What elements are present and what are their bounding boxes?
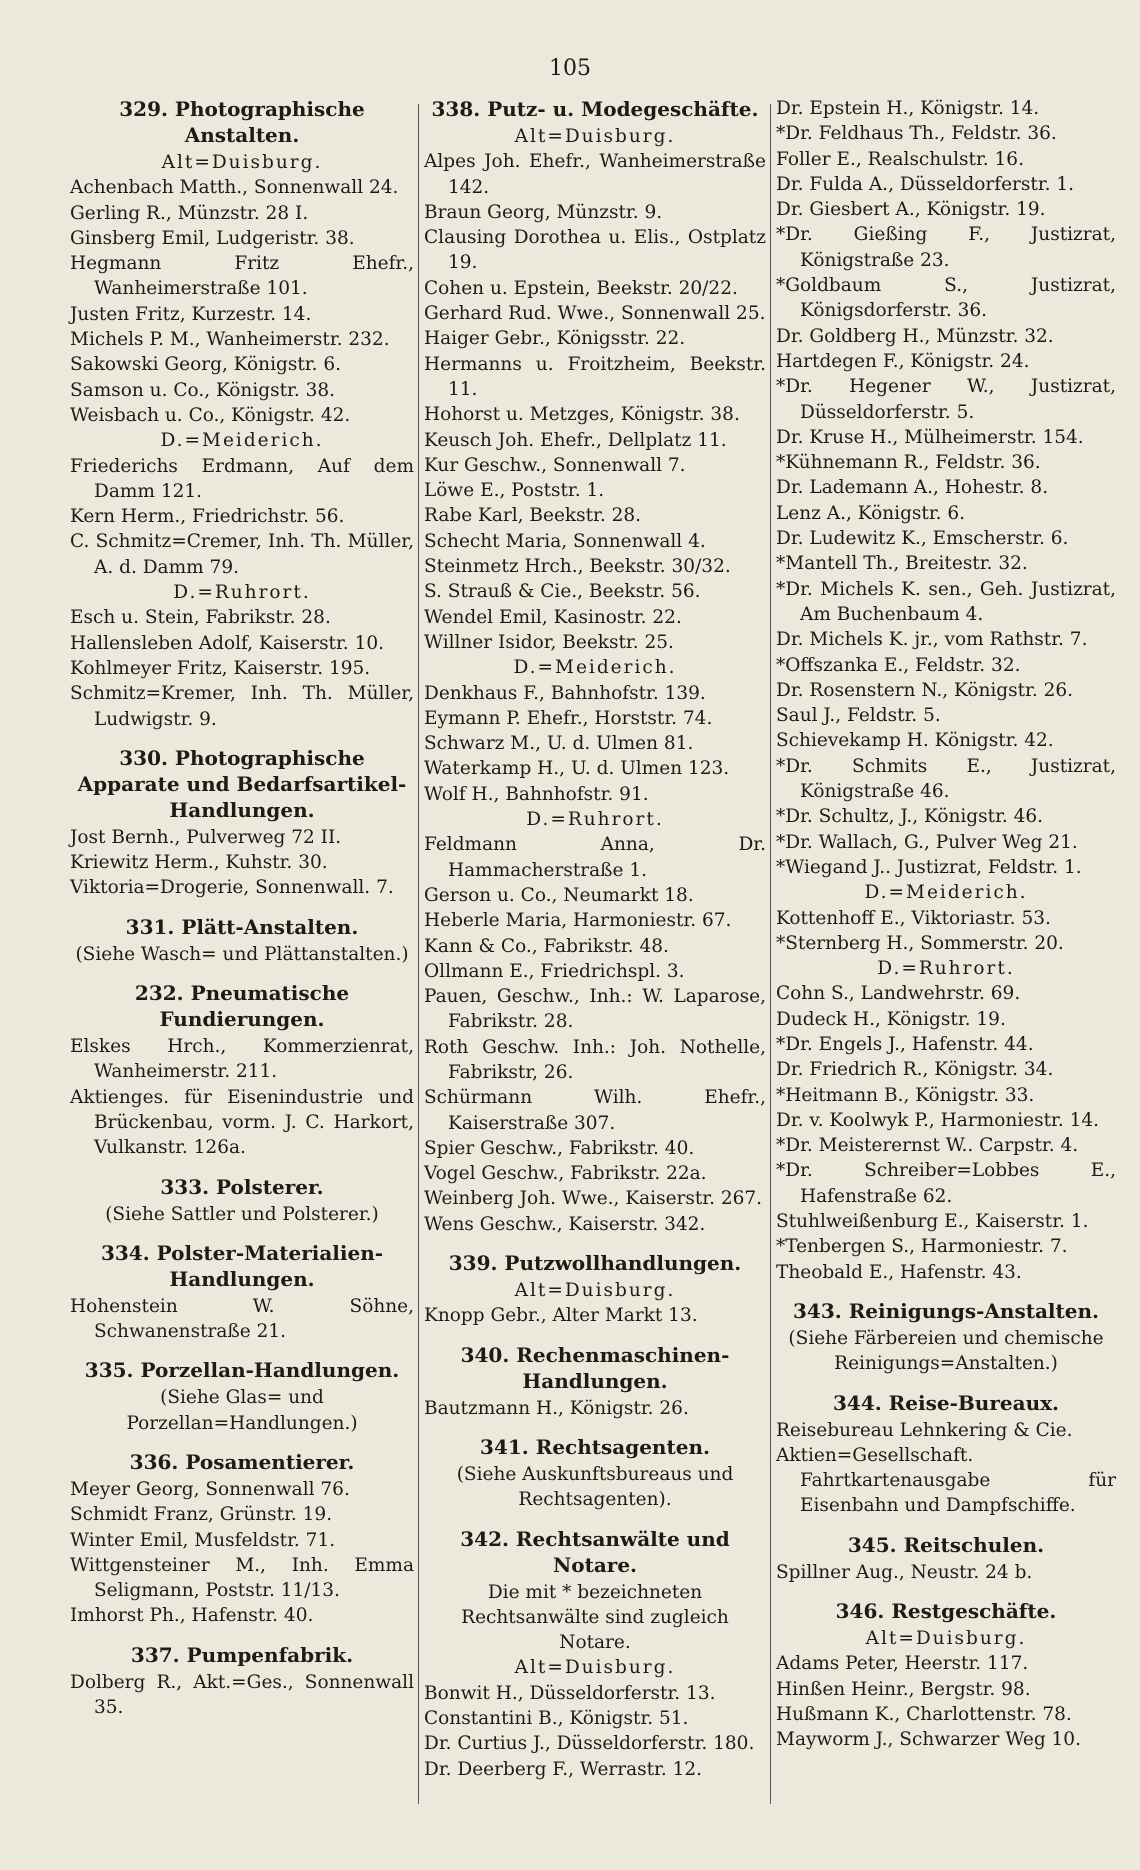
section-title: 334. Polster-Materialien-Handlungen. [100,1240,384,1291]
directory-entry: *Dr. Wallach, G., Pulver Weg 21. [776,831,1078,853]
directory-entry: Keusch Joh. Ehefr., Dellplatz 11. [424,429,727,451]
directory-entry: Winter Emil, Musfeldstr. 71. [70,1529,336,1551]
directory-entry: Dr. Michels K. jr., vom Rathstr. 7. [776,629,1088,651]
directory-entry: Dr. Rosenstern N., Königstr. 26. [776,679,1074,701]
cross-reference-note: Die mit * bezeichneten Rechtsanwälte sind zugleich Notare. [461,1581,729,1654]
directory-section [776,1598,1116,1752]
directory-entry: Bonwit H., Düsseldorferstr. 13. [424,1682,716,1704]
directory-section [70,1357,414,1436]
location-heading: Alt=Duisburg. [514,126,676,147]
directory-entry: Hinßen Heinr., Bergstr. 98. [776,1678,1031,1700]
directory-entry: Braun Georg, Münzstr. 9. [424,201,663,223]
section-title: 335. Porzellan-Handlungen. [84,1358,400,1383]
directory-entry: *Dr. Michels K. sen., Geh. Justizrat, Am Buchenbaum 4. [776,578,1116,625]
section-title: 343. Reinigungs-Anstalten. [793,1298,1099,1323]
directory-entry: Theobald E., Hafenstr. 43. [776,1261,1022,1283]
directory-entry: Vogel Geschw., Fabrikstr. 22a. [424,1163,707,1185]
directory-section [70,1174,414,1227]
directory-entry: *Offszanka E., Feldstr. 32. [776,654,1021,676]
directory-entry: *Sternberg H., Sommerstr. 20. [776,932,1064,954]
directory-entry: Schmitz=Kremer, Inh. Th. Müller, Ludwigstr. 9. [70,683,414,730]
directory-section [70,745,414,901]
directory-entry: Dolberg R., Akt.=Ges., Sonnenwall 35. [70,1671,414,1719]
directory-entry: Hohorst u. Metzges, Königstr. 38. [424,404,740,426]
column-divider [770,104,771,1804]
directory-entry: Pauen, Geschw., Inh.: W. Laparose, Fabrikstr. 28. [424,986,766,1033]
directory-entry: Esch u. Stein, Fabrikstr. 28. [70,607,331,629]
directory-section [776,96,1116,1285]
section-title: 340. Rechenmaschinen-Handlungen. [460,1342,730,1393]
section-title: 342. Rechtsanwälte und Notare. [460,1526,730,1577]
directory-entry: Justen Fritz, Kurzestr. 14. [70,303,312,325]
directory-entry: *Dr. Schmits E., Justizrat, Königstraße 46. [776,755,1116,803]
directory-entry: *Dr. Schultz, J., Königstr. 46. [776,806,1044,828]
directory-entry: Wendel Emil, Kasinostr. 22. [424,606,682,628]
directory-entry: Hohenstein W. Söhne, Schwanenstraße 21. [70,1295,414,1343]
directory-entry: Sakowski Georg, Königstr. 6. [70,354,341,376]
directory-section [70,914,414,967]
directory-entry: Reisebureau Lehnkering & Cie. [776,1419,1073,1441]
directory-entry: Schwarz M., U. d. Ulmen 81. [424,733,694,755]
directory-entry: Denkhaus F., Bahnhofstr. 139. [424,682,706,704]
location-heading: Alt=Duisburg. [161,152,323,173]
directory-entry: Stuhlweißenburg E., Kaiserstr. 1. [776,1211,1089,1233]
section-title: 329. Photographische Anstalten. [119,97,365,147]
location-heading: D.=Meiderich. [160,430,324,452]
directory-entry: Gerhard Rud. Wwe., Sonnenwall 25. [424,303,766,325]
directory-entry: Dr. Goldberg H., Münzstr. 32. [776,325,1054,347]
directory-entry: C. Schmitz=Cremer, Inh. Th. Müller, A. d. Damm 79. [70,531,414,578]
location-heading: D.=Ruhrort. [173,582,311,604]
section-title: 344. Reise-Bureaux. [833,1390,1059,1415]
directory-entry: Dr. Ludewitz K., Emscherstr. 6. [776,528,1069,550]
directory-entry: *Goldbaum S., Justizrat, Königsdorferstr. 36. [776,275,1116,322]
directory-entry: Wens Geschw., Kaiserstr. 342. [424,1213,706,1235]
directory-entry: Foller E., Realschulstr. 16. [776,148,1024,170]
directory-entry: Dr. Friedrich R., Königstr. 34. [776,1059,1054,1081]
directory-entry: *Dr. Meisterernst W.. Carpstr. 4. [776,1135,1079,1157]
directory-section [776,1532,1116,1585]
directory-entry: Dr. Curtius J., Düsseldorferstr. 180. [424,1733,755,1755]
directory-entry: *Dr. Hegener W., Justizrat, Düsseldorferstr. 5. [776,376,1116,423]
directory-entry: Schecht Maria, Sonnenwall 4. [424,530,706,552]
directory-entry: Kohlmeyer Fritz, Kaiserstr. 195. [70,657,371,679]
directory-entry: Willner Isidor, Beekstr. 25. [424,631,674,653]
cross-reference-note: (Siehe Auskunftsbureaus und Rechtsagenten). [456,1463,734,1511]
directory-entry: Cohn S., Landwehrstr. 69. [776,983,1021,1005]
directory-entry: Saul J., Feldstr. 5. [776,705,941,727]
column-divider [418,104,419,1804]
directory-entry: Gerling R., Münzstr. 28 I. [70,202,309,224]
directory-entry: Hallensleben Adolf, Kaiserstr. 10. [70,632,384,654]
directory-entry: Spier Geschw., Fabrikstr. 40. [424,1137,695,1159]
directory-entry: Wolf H., Bahnhofstr. 91. [424,783,649,805]
directory-entry: Gerson u. Co., Neumarkt 18. [424,884,694,906]
column-2 [424,96,766,1782]
column-3 [776,96,1116,1753]
section-title: 330. Photographische Apparate und Bedarfsartikel-Handlungen. [77,745,407,822]
directory-entry: Kern Herm., Friedrichstr. 56. [70,506,345,528]
section-title: 346. Restgeschäfte. [835,1599,1057,1624]
directory-entry: Dr. Lademann A., Hohestr. 8. [776,477,1049,499]
location-heading: Alt=Duisburg. [514,1657,676,1679]
directory-entry: *Heitmann B., Königstr. 33. [776,1084,1035,1106]
directory-entry: *Wiegand J.. Justizrat, Feldstr. 1. [776,856,1082,878]
directory-entry: *Tenbergen S., Harmoniestr. 7. [776,1236,1068,1258]
directory-entry: Michels P. M., Wanheimerstr. 232. [70,329,390,351]
directory-entry: Mayworm J., Schwarzer Weg 10. [776,1729,1081,1751]
location-heading: D.=Ruhrort. [526,809,664,831]
directory-entry: Weinberg Joh. Wwe., Kaiserstr. 267. [424,1188,763,1210]
directory-entry: Kann & Co., Fabrikstr. 48. [424,935,669,957]
directory-entry: Constantini B., Königstr. 51. [424,1708,689,1730]
directory-entry: *Mantell Th., Breitestr. 32. [776,553,1028,575]
section-title: 232. Pneumatische Fundierungen. [134,981,350,1032]
directory-entry: Kottenhoff E., Viktoriastr. 53. [776,907,1051,929]
directory-section [70,1449,414,1629]
location-heading: Alt=Duisburg. [514,1280,676,1302]
cross-reference-note: (Siehe Wasch= und Plättanstalten.) [75,943,409,965]
section-title: 345. Reitschulen. [847,1532,1045,1557]
directory-section [70,1240,414,1345]
directory-entry: Haiger Gebr., Königsstr. 22. [424,328,686,350]
directory-entry: *Dr. Gießing F., Justizrat, Königstraße 23. [776,224,1116,271]
directory-section [424,1526,766,1782]
directory-entry: Samson u. Co., Königstr. 38. [70,379,336,401]
directory-entry: Steinmetz Hrch., Beekstr. 30/32. [424,556,731,578]
directory-entry: Heberle Maria, Harmoniestr. 67. [424,910,732,932]
directory-entry: Wittgensteiner M., Inh. Emma Seligmann, Poststr. 11/13. [70,1554,414,1602]
directory-entry: Hermanns u. Froitzheim, Beekstr. 11. [424,353,766,400]
directory-entry: Schürmann Wilh. Ehefr., Kaiserstraße 307. [424,1087,766,1134]
directory-entry: Löwe E., Poststr. 1. [424,480,605,502]
location-heading: D.=Ruhrort. [877,958,1015,980]
directory-entry: Aktienges. für Eisenindustrie und Brückenbau, vorm. J. C. Harkort, Vulkanstr. 126a. [70,1086,414,1159]
directory-section [70,96,414,732]
directory-entry: Viktoria=Drogerie, Sonnenwall. 7. [70,877,394,899]
location-heading: Alt=Duisburg. [865,1628,1027,1650]
directory-entry: Friederichs Erdmann, Auf dem Damm 121. [70,455,414,502]
directory-entry: Hußmann K., Charlottenstr. 78. [776,1703,1072,1725]
directory-entry: S. Strauß & Cie., Beekstr. 56. [424,581,701,603]
location-heading: D.=Meiderich. [864,882,1028,904]
directory-entry: Jost Bernh., Pulverweg 72 II. [70,826,342,848]
directory-entry: Hartdegen F., Königstr. 24. [776,350,1030,372]
directory-entry: Eymann P. Ehefr., Horststr. 74. [424,707,713,729]
directory-entry: Bautzmann H., Königstr. 26. [424,1397,689,1419]
section-title: 333. Polsterer. [160,1174,324,1199]
directory-section [424,1434,766,1513]
directory-entry: Dr. Giesbert A., Königstr. 19. [776,199,1046,221]
directory-section [424,1342,766,1421]
directory-entry: Schievekamp H. Königstr. 42. [776,730,1054,752]
directory-entry: Meyer Georg, Sonnenwall 76. [70,1478,350,1500]
directory-entry: Dr. Kruse H., Mülheimerstr. 154. [776,426,1084,448]
page-number: 105 [549,56,591,81]
section-title: 337. Pumpenfabrik. [130,1642,354,1667]
directory-entry: Schmidt Franz, Grünstr. 19. [70,1504,333,1526]
section-title: 339. Putzwollhandlungen. [448,1251,742,1276]
directory-section [424,96,766,1237]
directory-entry: Kur Geschw., Sonnenwall 7. [424,454,686,476]
directory-section [776,1390,1116,1519]
directory-entry: Weisbach u. Co., Königstr. 42. [70,404,351,426]
directory-entry: *Dr. Engels J., Hafenstr. 44. [776,1033,1034,1055]
directory-entry: Ollmann E., Friedrichspl. 3. [424,960,685,982]
directory-entry: Spillner Aug., Neustr. 24 b. [776,1561,1033,1583]
directory-entry: Aktien=Gesellschaft. Fahrtkartenausgabe für Eisenbahn und Dampfschiffe. [776,1444,1116,1517]
section-title: 336. Posamentierer. [129,1449,355,1474]
section-title: 331. Plätt-Anstalten. [125,914,359,939]
directory-entry: Dr. Epstein H., Königstr. 14. [776,98,1040,119]
directory-entry: Clausing Dorothea u. Elis., Ostplatz 19. [424,227,766,274]
directory-section [70,1642,414,1721]
directory-entry: Elskes Hrch., Kommerzienrat, Wanheimerstr. 211. [70,1036,414,1083]
section-title: 341. Rechtsagenten. [480,1434,710,1459]
location-heading: D.=Meiderich. [513,657,677,679]
directory-entry: Dr. Deerberg F., Werrastr. 12. [424,1758,703,1780]
directory-entry: Rabe Karl, Beekstr. 28. [424,505,642,527]
cross-reference-note: (Siehe Sattler und Polsterer.) [105,1203,379,1225]
directory-entry: Hegmann Fritz Ehefr., Wanheimerstraße 101. [70,253,414,300]
directory-entry: Dr. v. Koolwyk P., Harmoniestr. 14. [776,1109,1100,1131]
directory-entry: *Kühnemann R., Feldstr. 36. [776,452,1041,474]
directory-entry: Lenz A., Königstr. 6. [776,502,966,524]
directory-entry: Cohen u. Epstein, Beekstr. 20/22. [424,277,738,299]
directory-entry: Knopp Gebr., Alter Markt 13. [424,1305,698,1327]
directory-entry: Kriewitz Herm., Kuhstr. 30. [70,852,328,874]
directory-entry: Imhorst Ph., Hafenstr. 40. [70,1605,314,1627]
directory-entry: Adams Peter, Heerstr. 117. [776,1653,1029,1675]
directory-entry: *Dr. Feldhaus Th., Feldstr. 36. [776,123,1057,145]
directory-entry: Waterkamp H., U. d. Ulmen 123. [424,758,730,780]
directory-section [70,980,414,1160]
directory-entry: *Dr. Schreiber=Lobbes E., Hafenstraße 62. [776,1160,1116,1207]
cross-reference-note: (Siehe Färbereien und chemische Reinigungs=Anstalten.) [788,1327,1104,1375]
directory-entry: Achenbach Matth., Sonnenwall 24. [70,177,399,199]
cross-reference-note: (Siehe Glas= und Porzellan=Handlungen.) [126,1387,358,1434]
directory-entry: Roth Geschw. Inh.: Joh. Nothelle, Fabrikstr, 26. [424,1036,766,1083]
column-1 [70,96,414,1720]
directory-entry: Dr. Fulda A., Düsseldorferstr. 1. [776,173,1075,195]
directory-entry: Feldmann Anna, Dr. Hammacherstraße 1. [424,834,766,881]
directory-entry: Dudeck H., Königstr. 19. [776,1008,1006,1030]
directory-entry: Alpes Joh. Ehefr., Wanheimerstraße 142. [424,151,766,198]
directory-entry: Ginsberg Emil, Ludgeristr. 38. [70,227,355,249]
section-title: 338. Putz- u. Modegeschäfte. [431,97,759,121]
directory-section [424,1250,766,1329]
directory-section [776,1298,1116,1377]
